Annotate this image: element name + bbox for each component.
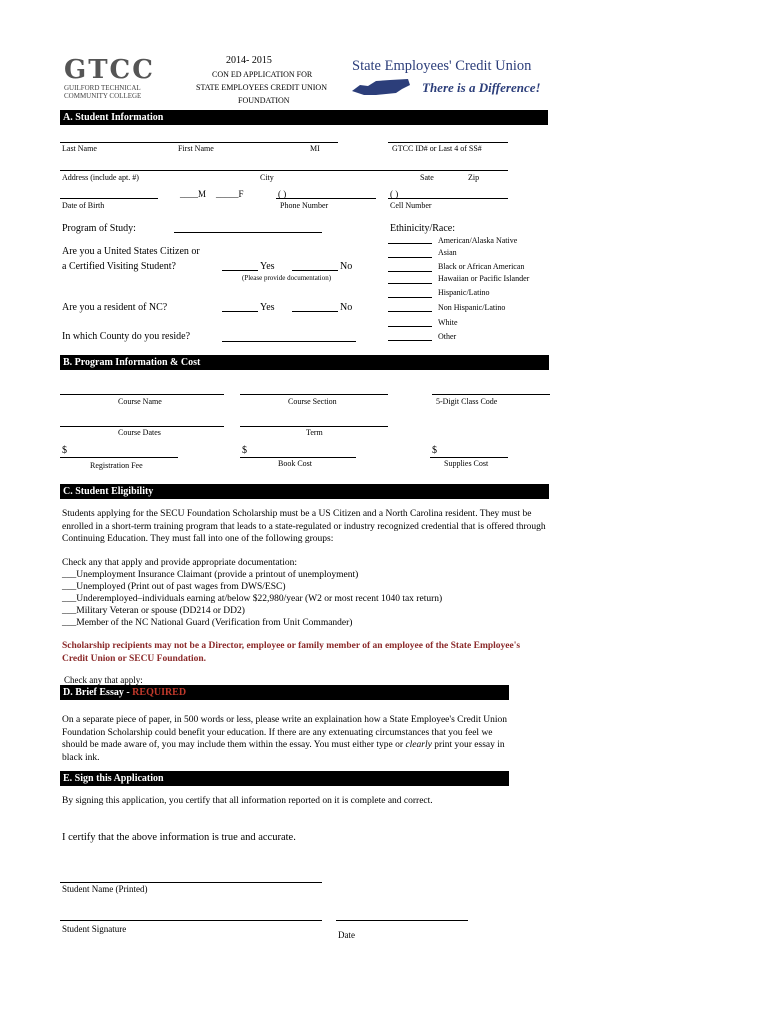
date-input[interactable] [336,920,468,921]
first-name-label: First Name [178,144,214,153]
program-label: Program of Study: [62,223,136,234]
zip-label: Zip [468,173,480,182]
phone-paren: ( ) [278,189,287,199]
section-d-title: D. Brief Essay - [63,687,133,698]
resident-question: Are you a resident of NC? [62,302,168,313]
ethnicity-option: American/Alaska Native [438,236,518,245]
header-year: 2014- 2015 [226,55,272,66]
ethnicity-option: Hispanic/Latino [438,288,490,297]
ethnicity-blank-3[interactable] [388,271,432,272]
male-option[interactable]: ____M [180,189,207,199]
certify-statement: I certify that the above information is true and accurate. [62,832,296,843]
sign-paragraph: By signing this application, you certify that all information reported on it is complete and correct. [62,796,433,806]
required-label: REQUIRED [132,687,187,698]
ethnicity-blank-4[interactable] [388,283,432,284]
ethnicity-blank-8[interactable] [388,340,432,341]
county-input[interactable] [222,341,356,342]
eligibility-item[interactable]: ___Unemployment Insurance Claimant (provide a printout of unemployment) [62,570,359,580]
eligibility-item[interactable]: ___Underemployed–individuals earning at/below $22,980/year (W2 or most recent 1040 tax return) [62,594,443,604]
citizen-yes-label: Yes [260,261,275,272]
reg-fee-label: Registration Fee [90,461,143,470]
check-any-note: Check any that apply: [64,675,143,685]
state-label: Sate [420,173,434,182]
reg-fee-input[interactable] [60,457,178,458]
dob-label: Date of Birth [62,201,105,210]
ethnicity-label: Ethinicity/Race: [390,223,455,234]
gtcc-logo-sub1: GUILFORD TECHNICAL [64,84,141,92]
student-name-label: Student Name (Printed) [62,884,148,894]
student-name-input[interactable] [60,882,322,883]
resident-no-input[interactable] [292,311,338,312]
ethnicity-blank-1[interactable] [388,243,432,244]
ethnicity-blank-5[interactable] [388,297,432,298]
eligibility-item[interactable]: ___Military Veteran or spouse (DD214 or DD2) [62,606,245,616]
book-cost-dollar: $ [242,445,247,456]
term-label: Term [306,428,323,437]
section-b-heading: B. Program Information & Cost [60,355,549,370]
essay-paragraph [62,714,510,764]
citizen-no-label: No [340,261,353,272]
citizen-yes-input[interactable] [222,270,258,271]
female-option[interactable]: _____F [216,189,244,199]
ethnicity-blank-6[interactable] [388,311,432,312]
term-input[interactable] [240,426,388,427]
ethnicity-option: Non Hispanic/Latino [438,303,506,312]
secu-tagline: There is a Difference! [422,80,541,95]
resident-yes-label: Yes [260,302,275,313]
citizen-question-1: Are you a United States Citizen or [62,246,200,257]
gtcc-logo-sub2: COMMUNITY COLLEGE [64,92,142,100]
last-name-label: Last Name [62,144,97,153]
section-c-heading: C. Student Eligibility [60,484,549,499]
reg-fee-dollar: $ [62,445,67,456]
section-a-heading: A. Student Information [60,110,548,125]
ethnicity-blank-7[interactable] [388,326,432,327]
county-question: In which County do you reside? [62,331,191,342]
nc-state-icon [350,77,412,97]
signature-input[interactable] [60,920,322,921]
citizen-question-2: a Certified Visiting Student? [62,261,176,272]
gtcc-logo [64,56,164,100]
phone-label: Phone Number [280,201,329,210]
section-d-heading [60,685,509,700]
ethnicity-option: Hawaiian or Pacific Islander [438,274,530,283]
header-title3: FOUNDATION [238,96,290,105]
program-input[interactable] [174,232,322,233]
cell-label: Cell Number [390,201,432,210]
essay-text-a: On a separate piece of paper, in 500 words or less, please write an explaination how a State Employee's Credit Union Foundation Scholarship could benefit your education. If there are any extenuating circumstances that you feel we should be made aware of, you may include them within the essay. You must either type or [62,715,508,750]
essay-text-b: print your essay in black ink. [62,740,505,763]
eligibility-item[interactable]: ___Unemployed (Print out of past wages from DWS/ESC) [62,582,286,592]
eligibility-item[interactable]: ___Member of the NC National Guard (Verification from Unit Commander) [62,618,353,628]
eligibility-paragraph: Students applying for the SECU Foundation Scholarship must be a US Citizen and a North Carolina resident. They must be enrolled in a short-term training program that leads to a state-regulated or industry recognized credential that is offered through Continuing Education. They must fall into one of the following groups: [62,509,546,544]
section-e-heading: E. Sign this Application [60,771,509,786]
ethnicity-option: Black or African American [438,262,525,271]
class-code-label: 5-Digit Class Code [436,397,498,406]
secu-name: State Employees' Credit Union [352,58,532,74]
course-section-input[interactable] [240,394,388,395]
book-cost-label: Book Cost [278,459,313,468]
gtcc-id-label: GTCC ID# or Last 4 of SS# [392,144,482,153]
resident-yes-input[interactable] [222,311,258,312]
supplies-label: Supplies Cost [444,459,489,468]
provide-doc-note: (Please provide documentation) [242,274,332,282]
book-cost-input[interactable] [240,457,356,458]
ethnicity-option: Other [438,332,457,341]
gtcc-logo-text: GTCC [64,55,155,85]
header-title1: CON ED APPLICATION FOR [212,70,313,79]
address-label: Address (include apt. #) [62,173,139,182]
supplies-dollar: $ [432,445,437,456]
secu-logo [350,58,540,98]
city-label: City [260,173,274,182]
ethnicity-blank-2[interactable] [388,257,432,258]
date-label: Date [338,930,355,940]
course-name-input[interactable] [60,394,224,395]
resident-no-label: No [340,302,353,313]
student-signature-label: Student Signature [62,924,127,934]
header-title2: STATE EMPLOYEES CREDIT UNION [196,83,327,92]
ethnicity-option: White [438,318,458,327]
course-section-label: Course Section [288,397,337,406]
cell-paren: ( ) [390,189,399,199]
check-intro: Check any that apply and provide appropriate documentation: [62,558,298,568]
mi-label: MI [310,144,320,153]
class-code-input[interactable] [432,394,550,395]
scholarship-warning: Scholarship recipients may not be a Director, employee or family member of an employee of the State Employee's Credit Union or SECU Foundation. [62,641,521,664]
course-name-label: Course Name [118,397,162,406]
ethnicity-option: Asian [438,248,457,257]
essay-text-clearly: clearly [405,740,432,750]
supplies-input[interactable] [430,457,508,458]
course-dates-label: Course Dates [118,428,161,437]
citizen-no-input[interactable] [292,270,338,271]
course-dates-input[interactable] [60,426,224,427]
